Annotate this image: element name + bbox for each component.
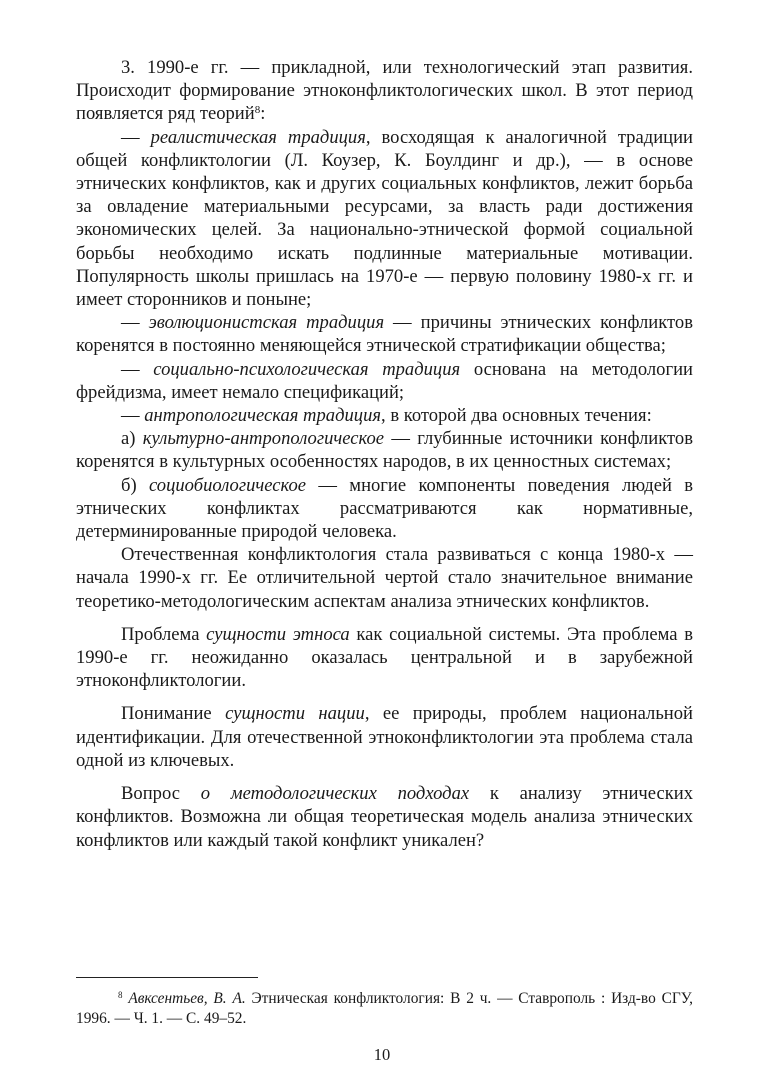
term-sociobio: социобиологическое: [148, 474, 307, 496]
paragraph-socpsy-tradition: [76, 358, 693, 404]
paragraph-domestic: [76, 543, 693, 613]
ethnos-pre: Проблема: [121, 623, 207, 645]
nation-pre: Понимание: [121, 703, 226, 725]
dash: —: [121, 405, 145, 427]
page-number: 10: [373, 1045, 391, 1064]
domestic-text: Отечественная конфликтология стала развиваться с конца 1980-х — начала 1990-х гг. Ее отличительной чертой стало значительное внимание теоретико-методологическим аспектам анализа этнических конфликтов.: [76, 544, 693, 612]
socpsy-text: основана на методологии фрейдизма, имеет немало спецификаций;: [76, 358, 693, 403]
term-evolution: эволюционистская традиция: [148, 312, 385, 334]
dash: —: [121, 312, 149, 334]
item-label: а): [121, 428, 143, 450]
footnote-divider: [76, 977, 258, 978]
paragraph-item-a: [76, 427, 693, 473]
dash: —: [121, 126, 151, 148]
paragraph-evolution-tradition: [76, 311, 693, 357]
spacer: [76, 613, 693, 623]
stage-colon: :: [260, 103, 266, 125]
paragraph-ethnos: [76, 623, 693, 693]
footnote-author: Авксентьев, В. А.: [128, 990, 246, 1007]
dash: —: [121, 358, 154, 380]
term-method: о методологических подходах: [200, 783, 470, 805]
term-ethnos: сущности этноса: [206, 623, 350, 645]
term-cultural: культурно-антропологическое: [142, 428, 385, 450]
item-a-text: — глубинные источники конфликтов коренятся в культурных особенностях народов, в их ценностных системах;: [76, 428, 694, 473]
paragraph-realist-tradition: [76, 126, 693, 312]
nation-post: , ее природы, проблем национальной идентификации. Для отечественной этноконфликтологии эта проблема стала одной из ключевых.: [76, 703, 693, 771]
method-post: к анализу этнических конфликтов. Возможна ли общая теоретическая модель анализа этнических конфликтов или каждый такой конфликт уникален?: [76, 783, 694, 851]
footnote-ref[interactable]: 8: [254, 104, 261, 117]
item-label: б): [121, 474, 149, 496]
stage-text: 3. 1990-е гг. — прикладной, или технологический этап развития. Происходит формирование этноконфликтологических школ. В этот период появляется ряд теорий: [76, 57, 693, 125]
realist-text: , восходящая к аналогичной традиции общей конфликтологии (Л. Коузер, К. Боулдинг и др.), — в основе этнических конфликтов, как и других социальных конфликтов, лежит борьба за овладение материальными ресурсами, за власть ради достижения экономических целей. За национально-этнической формой социальной борьбы необходимо искать подлинные материальные мотивации. Популярность школы пришлась на 1970-е — первую половину 1980-х гг. и имеет сторонников и поныне;: [76, 126, 693, 311]
item-b-text: — многие компоненты поведения людей в этнических конфликтах рассматриваются как нормативные, детерминированные природой человека.: [76, 474, 693, 543]
spacer: [76, 772, 693, 782]
spacer: [76, 692, 693, 702]
ethnos-post: как социальной системы. Эта проблема в 1990-е гг. неожиданно оказалась центральной и в зарубежной этноконфликтологии.: [76, 623, 693, 692]
evolution-text: — причины этнических конфликтов коренятся в постоянно меняющейся этнической стратификации общества;: [76, 312, 693, 357]
footnote: [76, 989, 693, 1029]
footnote-text: Этническая конфликтология: В 2 ч. — Ставрополь : Изд-во СГУ, 1996. — Ч. 1. — С. 49–52.: [76, 990, 693, 1027]
paragraph-stage-1990s: [76, 56, 693, 126]
method-pre: Вопрос: [121, 783, 201, 805]
page-body: [76, 56, 693, 852]
paragraph-item-b: [76, 474, 693, 544]
paragraph-anthro-tradition: [76, 404, 693, 427]
paragraph-method: [76, 782, 693, 852]
term-nation: сущности нации: [225, 703, 365, 725]
term-realist: реалистическая традиция: [150, 126, 366, 148]
term-anthro: антропологическая традиция: [144, 405, 382, 427]
anthro-text: , в которой два основных течения:: [381, 405, 652, 427]
footnote-number: 8: [118, 990, 123, 1000]
term-socpsy: социально-психологическая традиция: [153, 358, 461, 380]
paragraph-nation: [76, 702, 693, 772]
